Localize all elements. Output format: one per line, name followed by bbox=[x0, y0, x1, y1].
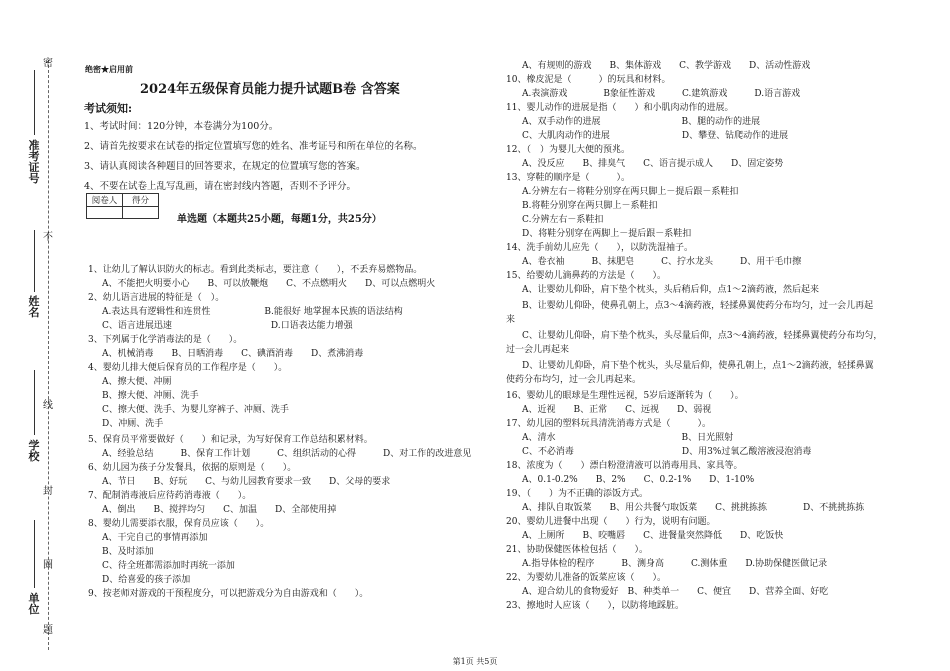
question-text: 2、幼儿语言进展的特征是（ ）。 bbox=[88, 293, 225, 303]
instruction-item: 2、请首先按要求在试卷的指定位置填写您的姓名、准考证号和所在单位的名称。 bbox=[84, 141, 423, 152]
name-blank[interactable] bbox=[34, 230, 35, 292]
answer-option: A、卷衣袖 B、抹肥皂 C、拧水龙头 D、用干毛巾擦 bbox=[522, 257, 802, 267]
answer-option: A、有规则的游戏 B、集体游戏 C、教学游戏 D、活动性游戏 bbox=[522, 61, 811, 71]
answer-option: D、将鞋分别穿在两脚上－提后跟－系鞋扣 bbox=[522, 229, 692, 239]
question-text: 20、婴幼儿进餐中出现（ ）行为，说明有问题。 bbox=[506, 517, 716, 527]
answer-option: B.将鞋分别穿在两只脚上－系鞋扣 bbox=[522, 201, 658, 211]
reviewer-cell[interactable] bbox=[87, 207, 123, 219]
answer-option: C、擦大便、洗手、为婴儿穿裤子、冲厕、洗手 bbox=[102, 405, 289, 415]
answer-option: A、擦大便、冲厕 bbox=[102, 377, 172, 387]
answer-option: A、上厕所 B、咬嘴唇 C、进餐量突然降低 D、吃饭快 bbox=[522, 531, 784, 541]
question-text: 9、按老师对游戏的干预程度分，可以把游戏分为自由游戏和（ ）。 bbox=[88, 589, 369, 599]
answer-option: D、给喜爱的孩子添加 bbox=[102, 575, 191, 585]
instructions-heading: 考试须知: bbox=[84, 102, 133, 115]
binding-margin bbox=[0, 0, 60, 671]
answer-option: A.表演游戏 B象征性游戏 C.建筑游戏 D.语言游戏 bbox=[522, 89, 801, 99]
seal-char-2: 不 bbox=[43, 232, 53, 243]
question-text: 8、婴幼儿需要添衣服，保育员应该（ ）。 bbox=[88, 519, 270, 529]
question-text: 16、婴幼儿的眼球是生理性远视，5岁后逐渐转为（ ）。 bbox=[506, 391, 744, 401]
question-text: 6、幼儿园为孩子分发餐具，依据的原则是（ ）。 bbox=[88, 463, 297, 473]
seal-char-1: 密 bbox=[43, 58, 53, 69]
answer-option: A、让婴幼儿仰卧，肩下垫个枕头，头后稍后仰，点1～2滴药液，然后起来 bbox=[522, 285, 819, 295]
question-text: 5、保育员平常要做好（ ）和记录，为写好保育工作总结积累材料。 bbox=[88, 435, 373, 445]
exam-number-blank[interactable] bbox=[34, 70, 35, 135]
question-text: 7、配制消毒液后应待药消毒液（ ）。 bbox=[88, 491, 252, 501]
school-blank[interactable] bbox=[34, 370, 35, 435]
answer-option: A.指导体检的程序 B、测身高 C.测体重 D.协助保健医做记录 bbox=[522, 559, 828, 569]
answer-option: B、及时添加 bbox=[102, 547, 154, 557]
answer-option: C、不必消毒 D、用3%过氧乙酸溶液浸泡消毒 bbox=[522, 447, 812, 457]
question-text: 18、浓度为（ ）漂白粉澄清液可以消毒用具、家具等。 bbox=[506, 461, 743, 471]
answer-option: C、让婴幼儿仰卧，肩下垫个枕头，头尽量后仰，点3～4滴药液，轻揉鼻翼使药分布均匀， bbox=[522, 331, 883, 341]
score-header: 得分 bbox=[123, 194, 159, 207]
answer-option: C、大肌肉动作的进展 D、攀登、钻爬动作的进展 bbox=[522, 131, 789, 141]
question-text: 10、橡皮泥是（ ）的玩具和材料。 bbox=[506, 75, 671, 85]
answer-option: A、排队自取饭菜 B、用公共餐勺取饭菜 C、挑挑拣拣 D、不挑挑拣拣 bbox=[522, 503, 865, 513]
answer-option: C.分辨左右－系鞋扣 bbox=[522, 215, 604, 225]
question-text: 1、让幼儿了解认识防火的标志。看到此类标志，要注意（ ），不丢弃易燃物品。 bbox=[88, 265, 423, 275]
secret-mark: 绝密★启用前 bbox=[85, 64, 133, 74]
exam-number-label: 准考证号 bbox=[28, 139, 40, 185]
question-text: 19、（ ）为不正确的添饭方式。 bbox=[506, 489, 648, 499]
answer-option: B、让婴幼儿仰卧，使鼻孔朝上，点3～4滴药液，轻揉鼻翼使药分布均匀，过一会儿再起 bbox=[522, 301, 874, 311]
question-text: 22、为婴幼儿准备的饭菜应该（ ）。 bbox=[506, 573, 666, 583]
answer-option: A、干完自己的事情再添加 bbox=[102, 533, 208, 543]
unit-blank[interactable] bbox=[34, 520, 35, 588]
answer-option: A、节日 B、好玩 C、与幼儿园教育要求一致 D、父母的要求 bbox=[102, 477, 391, 487]
school-label: 学校 bbox=[28, 439, 40, 463]
answer-option: A、迎合幼儿的食物爱好 B、种类单一 C、便宜 D、营养全面、好吃 bbox=[522, 587, 829, 597]
score-cell[interactable] bbox=[123, 207, 159, 219]
page-title: 2024年五级保育员能力提升试题B卷 含答案 bbox=[140, 82, 400, 97]
seal-char-4: 封 bbox=[43, 486, 53, 497]
name-label: 姓名 bbox=[28, 295, 40, 319]
question-text: 过一会儿再起来 bbox=[506, 345, 570, 355]
question-text: 17、幼儿园的塑料玩具清洗消毒方式是（ ）。 bbox=[506, 419, 711, 429]
answer-option: B、擦大便、冲厕、洗手 bbox=[102, 391, 199, 401]
page-footer: 第1页 共5页 bbox=[452, 657, 498, 666]
answer-option: C、待全班都需添加时再统一添加 bbox=[102, 561, 235, 571]
question-text: 15、给婴幼儿滴鼻药的方法是（ ）。 bbox=[506, 271, 666, 281]
answer-option: A、近视 B、正常 C、远视 D、弱视 bbox=[522, 405, 712, 415]
question-text: 21、协助保健医体检包括（ ）。 bbox=[506, 545, 648, 555]
seal-char-6: 题 bbox=[43, 625, 53, 636]
score-table bbox=[86, 193, 159, 219]
instruction-item: 1、考试时间：120分钟，本卷满分为100分。 bbox=[84, 121, 279, 132]
answer-option: A、双手动作的进展 B、腿的动作的进展 bbox=[522, 117, 761, 127]
question-text: 13、穿鞋的顺序是（ ）。 bbox=[506, 173, 630, 183]
instruction-item: 4、不要在试卷上乱写乱画，请在密封线内答题，否则不予评分。 bbox=[84, 181, 357, 192]
question-text: 11、婴儿动作的进展是指（ ）和小肌肉动作的进展。 bbox=[506, 103, 734, 113]
question-text: 4、婴幼儿排大便后保育员的工作程序是（ ）。 bbox=[88, 363, 288, 373]
seal-char-5: 圈 bbox=[43, 560, 53, 571]
question-text: 来 bbox=[506, 315, 516, 325]
question-text: 14、洗手前幼儿应先（ ），以防洗湿袖子。 bbox=[506, 243, 693, 253]
question-text: 使药分布均匀，过一会儿再起来。 bbox=[506, 375, 642, 385]
reviewer-header: 阅卷人 bbox=[87, 194, 123, 207]
answer-option: C、语言进展迅速 D.口语表达能力增强 bbox=[102, 321, 353, 331]
instruction-item: 3、请认真阅读各种题目的回答要求，在规定的位置填写您的答案。 bbox=[84, 161, 366, 172]
unit-label: 单位 bbox=[28, 592, 40, 616]
question-text: 3、下列属于化学消毒法的是（ ）。 bbox=[88, 335, 243, 345]
answer-option: A、0.1-0.2% B、2% C、0.2-1% D、1-10% bbox=[522, 475, 755, 485]
answer-option: A、倒出 B、搅拌均匀 C、加温 D、全部使用掉 bbox=[102, 505, 337, 515]
answer-option: A.表达具有逻辑性和连贯性 B.能很好 地掌握本民族的语法结构 bbox=[102, 307, 403, 317]
answer-option: A、经验总结 B、保育工作计划 C、组织活动的心得 D、对工作的改进意见 bbox=[102, 449, 472, 459]
question-text: 23、擦地时人应该（ ），以防将地踩脏。 bbox=[506, 601, 684, 611]
answer-option: A、机械消毒 B、日晒消毒 C、碘酒消毒 D、煮沸消毒 bbox=[102, 349, 364, 359]
question-text: 12、（ ）为婴儿大便的预兆。 bbox=[506, 145, 630, 155]
answer-option: A、不能把火明要小心 B、可以放鞭炮 C、不点燃明火 D、可以点燃明火 bbox=[102, 279, 436, 289]
answer-option: A.分辨左右－将鞋分别穿在两只脚上－提后跟－系鞋扣 bbox=[522, 187, 739, 197]
section-title: 单选题（本题共25小题，每题1分，共25分） bbox=[177, 214, 382, 225]
answer-option: A、清水 B、日光照射 bbox=[522, 433, 734, 443]
answer-option: D、让婴幼儿仰卧，肩下垫个枕头，头尽量后仰，使鼻孔朝上，点1～2滴药液，轻揉鼻翼 bbox=[522, 361, 874, 371]
seal-char-3: 线 bbox=[43, 400, 53, 411]
answer-option: A、没反应 B、排臭气 C、语言提示成人 D、固定姿势 bbox=[522, 159, 784, 169]
answer-option: D、冲厕、洗手 bbox=[102, 419, 164, 429]
